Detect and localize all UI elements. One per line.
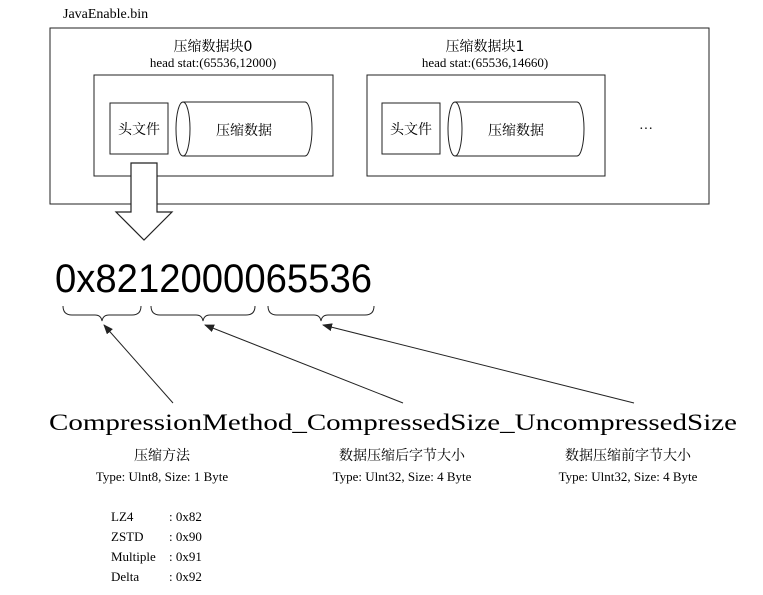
header-hex-value: 0x8212000065536 <box>55 257 372 301</box>
data-label: 压缩数据 <box>488 123 544 139</box>
field-compressed-size <box>333 447 472 484</box>
method-name: Delta <box>111 569 140 584</box>
method-name: ZSTD <box>111 529 144 544</box>
field-type: Type: Ulnt32, Size: 4 Byte <box>332 469 472 484</box>
compressed-block-1 <box>367 38 605 176</box>
data-label: 压缩数据 <box>216 123 272 139</box>
method-table <box>111 509 202 584</box>
block-head-stat: head stat:(65536,12000) <box>149 55 277 70</box>
method-value: : 0x90 <box>169 529 202 544</box>
block-head-stat: head stat:(65536,14660) <box>421 55 549 70</box>
header-label: 头文件 <box>118 122 160 138</box>
method-value: : 0x91 <box>169 549 202 564</box>
file-name: JavaEnable.bin <box>63 7 149 22</box>
expand-arrow-icon <box>116 163 172 240</box>
field-type: Type: Ulnt32, Size: 4 Byte <box>558 469 698 484</box>
brace-compressed-size <box>151 306 255 321</box>
field-uncompressed-size <box>559 447 698 484</box>
format-string: CompressionMethod_CompressedSize_UncompressedSize <box>49 410 737 435</box>
more-ellipsis: ··· <box>639 122 653 137</box>
brace-uncompressed-size <box>268 306 374 321</box>
compressed-block-0 <box>94 38 333 176</box>
cylinder-face <box>183 102 190 156</box>
pointer-arrow-method <box>104 325 173 403</box>
field-method <box>96 447 229 484</box>
field-type: Type: Ulnt8, Size: 1 Byte <box>95 469 229 484</box>
method-name: LZ4 <box>111 509 134 524</box>
field-name: 数据压缩前字节大小 <box>565 448 691 464</box>
method-value: : 0x92 <box>169 569 202 584</box>
block-title: 压缩数据块0 <box>173 39 253 55</box>
pointer-arrow-compressed <box>205 325 403 403</box>
field-name: 数据压缩后字节大小 <box>339 448 465 464</box>
method-value: : 0x82 <box>169 509 202 524</box>
pointer-arrow-uncompressed <box>323 325 634 403</box>
header-label: 头文件 <box>390 122 432 138</box>
block-title: 压缩数据块1 <box>445 39 525 55</box>
brace-method <box>63 306 141 321</box>
method-name: Multiple <box>111 549 156 564</box>
cylinder-face <box>455 102 462 156</box>
field-name: 压缩方法 <box>134 448 190 464</box>
